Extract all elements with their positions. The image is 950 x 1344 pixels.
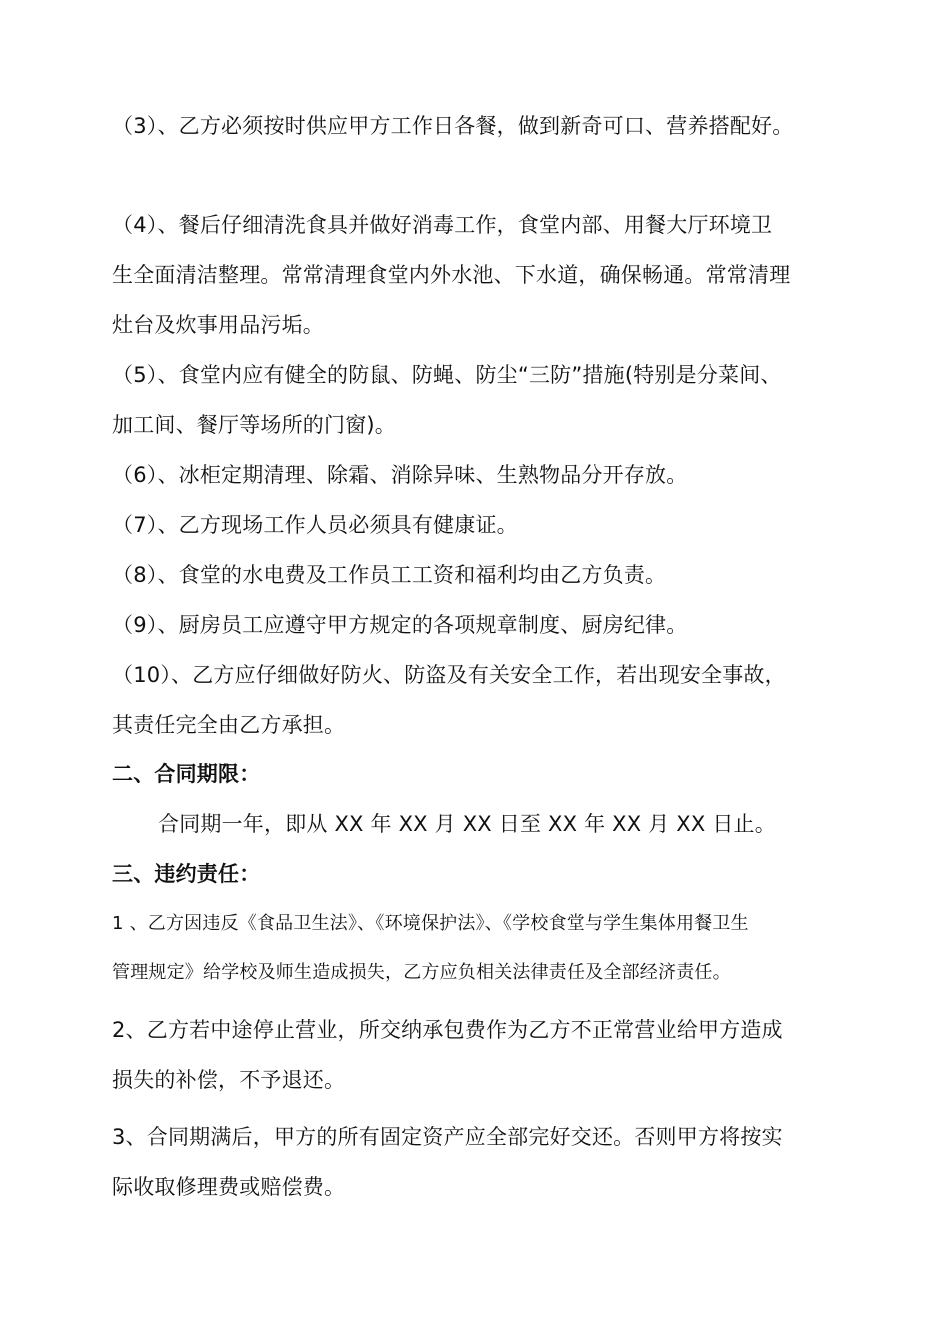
clause-5-line-2: 加工间、餐厅等场所的门窗)。: [112, 413, 396, 437]
contract-term-text: 合同期一年，即从 XX 年 XX 月 XX 日至 XX 年 XX 月 XX 日止。: [158, 812, 776, 836]
clause-6: （6）、冰柜定期清理、除霜、消除异味、生熟物品分开存放。: [112, 463, 688, 487]
clause-10-line-1: （10）、乙方应仔细做好防火、防盗及有关安全工作，若出现安全事故，: [112, 663, 786, 687]
clause-8: （8）、食堂的水电费及工作员工工资和福利均由乙方负责。: [112, 563, 667, 587]
liability-item-1-line-2: 管理规定》给学校及师生造成损失，乙方应负相关法律责任及全部经济责任。: [112, 962, 731, 983]
liability-item-2-line-1: 2、乙方若中途停止营业，所交纳承包费作为乙方不正常营业给甲方造成: [112, 1018, 783, 1042]
liability-item-3-line-2: 际收取修理费或赔偿费。: [112, 1175, 346, 1199]
clause-7: （7）、乙方现场工作人员必须具有健康证。: [112, 513, 518, 537]
liability-item-2-line-2: 损失的补偿，不予退还。: [112, 1068, 346, 1092]
liability-item-1-line-1: 1 、乙方因违反《食品卫生法》、《环境保护法》、《学校食堂与学生集体用餐卫生: [112, 913, 749, 934]
section-contract-term-heading: 二、合同期限：: [112, 762, 261, 786]
section-liability-heading: 三、违约责任：: [112, 862, 261, 886]
clause-4-line-2: 生全面清洁整理。常常清理食堂内外水池、下水道，确保畅通。常常清理: [112, 263, 791, 287]
clause-9: （9）、厨房员工应遵守甲方规定的各项规章制度、厨房纪律。: [112, 613, 688, 637]
clause-4-line-1: （4）、餐后仔细清洗食具并做好消毒工作，食堂内部、用餐大厅环境卫: [112, 213, 773, 237]
liability-item-3-line-1: 3、合同期满后，甲方的所有固定资产应全部完好交还。否则甲方将按实: [112, 1125, 783, 1149]
clause-10-line-2: 其责任完全由乙方承担。: [112, 713, 346, 737]
clause-3: （3）、乙方必须按时供应甲方工作日各餐，做到新奇可口、营养搭配好。: [112, 114, 794, 138]
clause-5-line-1: （5）、食堂内应有健全的防鼠、防蝇、防尘“三防”措施(特别是分菜间、: [112, 363, 782, 387]
clause-4-line-3: 灶台及炊事用品污垢。: [112, 313, 324, 337]
